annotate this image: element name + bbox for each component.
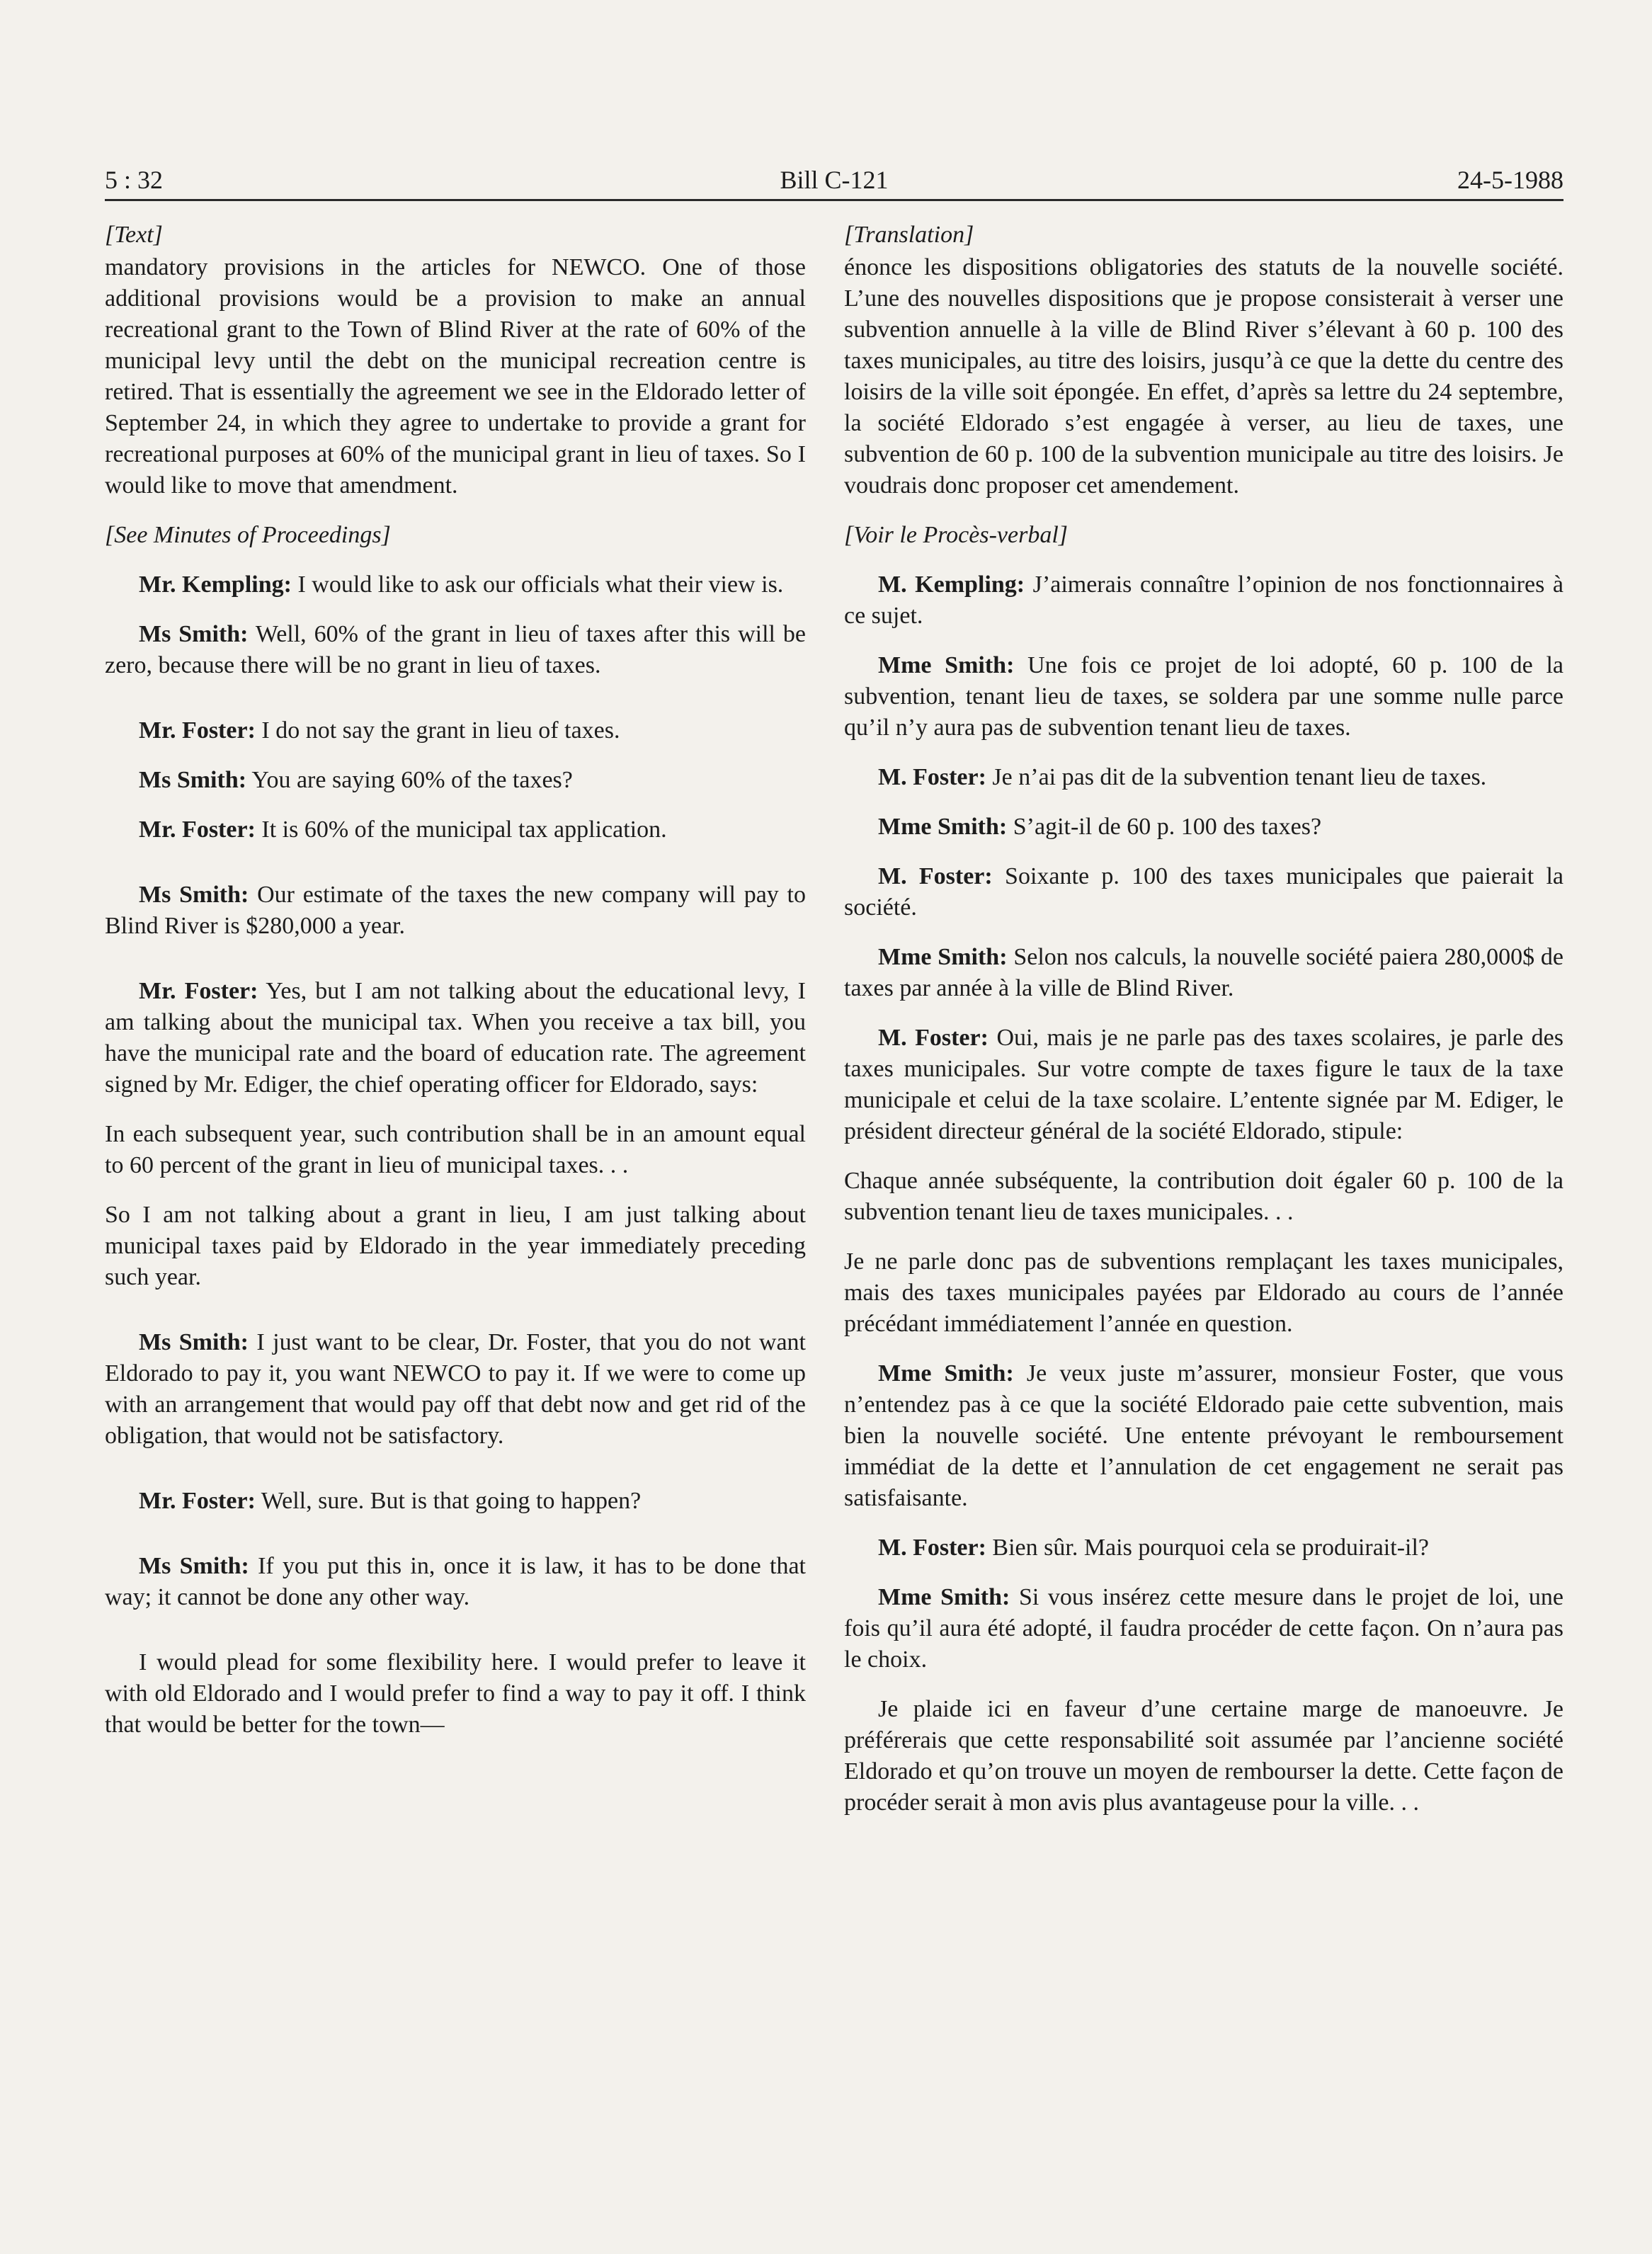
speech-kempling [844, 569, 1563, 632]
paragraph: Je plaide ici en faveur d’une certaine marge de manoeuvre. Je préférerais que cette responsabilité soit assumée par l’ancienne société Eldorado et qu’on trouve un moyen de rembourser la dette. Cette façon de procéder serait à mon avis plus avantageuse pour la ville. . . [844, 1696, 1563, 1816]
speaker-name: M. Foster: [878, 1535, 986, 1561]
speech-smith [844, 650, 1563, 744]
paragraph: mandatory provisions in the articles for NEWCO. One of those additional provisions would be a provision to make an annual recreational grant to the Town of Blind River at the rate of 60% of the municipal levy until the debt on the municipal recreation centre is retired. That is essentially the agreement we see in the Eldorado letter of September 24, in which they agree to undertake to provide a grant for recreational purposes at 60% of the municipal grant in lieu of taxes. So I would like to move that amendment. [105, 254, 806, 499]
speech-kempling [105, 569, 806, 601]
paragraph: énonce les dispositions obligatories des statuts de la nouvelle société. L’une des nouvelles dispositions que je propose consisterait à verser une subvention annuelle à la ville de Blind River s’élevant à 60 p. 100 des taxes municipales, au titre des loisirs, jusqu’à ce que la dette du centre des loisirs de la ville soit épongée. En effet, d’après sa lettre du 24 septembre, la société Eldorado s’est engagée à verser, au lieu de taxes, une subvention de 60 p. 100 de la subvention municipale au titre des loisirs. Je voudrais donc proposer cet amendement. [844, 254, 1563, 499]
bill-title: Bill C-121 [780, 166, 889, 194]
speech-smith [105, 765, 806, 796]
speech-smith [105, 1327, 806, 1452]
speech-text: I would like to ask our officials what their view is. [297, 571, 784, 598]
speaker-name: M. Foster: [878, 764, 986, 790]
speech-text: J’aimerais connaître l’opinion de nos fonctionnaires à ce sujet. [844, 571, 1563, 629]
speaker-name: Ms Smith: [139, 1553, 249, 1579]
speech-foster [844, 1532, 1563, 1564]
speech-foster [105, 814, 806, 846]
speech-foster [105, 715, 806, 746]
minutes-reference: [Voir le Procès-verbal] [844, 522, 1069, 548]
speaker-name: Mme Smith: [878, 944, 1008, 970]
speech-foster [844, 1023, 1563, 1147]
speech-text: It is 60% of the municipal tax application. [261, 816, 667, 843]
speaker-name: Mme Smith: [878, 1360, 1014, 1387]
speech-foster [844, 762, 1563, 793]
speech-foster [105, 1486, 806, 1517]
speech-smith [844, 1358, 1563, 1514]
speech-text: Oui, mais je ne parle pas des taxes scolaires, je parle des taxes municipales. Sur votre compte de taxes figure le taux de la taxe municipale et celui de la taxe scolaire. L’entente signée par M. Ediger, le président directeur général de la société Eldorado, stipule: [844, 1025, 1564, 1144]
speech-text: Yes, but I am not talking about the educational levy, I am talking about the municipal tax. When you receive a tax bill, you have the municipal rate and the board of education rate. The agreement signed by Mr. Ediger, the chief operating officer for Eldorado, says: [105, 978, 806, 1098]
speech-smith [844, 812, 1563, 843]
quotation: In each subsequent year, such contribution shall be in an amount equal to 60 percent of the grant in lieu of municipal taxes. . . [105, 1121, 806, 1178]
speech-foster [844, 861, 1563, 923]
quotation: Chaque année subséquente, la contribution doit égaler 60 p. 100 de la subvention tenant lieu de taxes municipales. . . [844, 1168, 1563, 1225]
paragraph: So I am not talking about a grant in lieu, I am just talking about municipal taxes paid by Eldorado in the year immediately preceding such year. [105, 1202, 806, 1290]
speech-text: Je n’ai pas dit de la subvention tenant lieu de taxes. [992, 764, 1487, 790]
speaker-name: Mme Smith: [878, 652, 1015, 678]
speaker-name: Mr. Foster: [139, 816, 256, 843]
speech-smith [105, 880, 806, 942]
english-column [105, 220, 806, 1759]
header-date: 24-5-1988 [1457, 166, 1563, 194]
speech-text: Well, 60% of the grant in lieu of taxes after this will be zero, because there will be no grant in lieu of taxes. [105, 621, 806, 678]
speaker-name: Mme Smith: [878, 814, 1008, 840]
speech-foster [105, 976, 806, 1100]
speech-text: Soixante p. 100 des taxes municipales que paierait la société. [844, 863, 1564, 921]
speech-text: Une fois ce projet de loi adopté, 60 p. 100 de la subvention, tenant lieu de taxes, se soldera par une somme nulle parce qu’il n’y aura pas de subvention tenant lieu de taxes. [844, 652, 1563, 741]
speech-text: S’agit-il de 60 p. 100 des taxes? [1013, 814, 1322, 840]
paragraph: Je ne parle donc pas de subventions remplaçant les taxes municipales, mais des taxes municipales payées par Eldorado au cours de l’année précédant immédiatement l’année en question. [844, 1248, 1563, 1337]
paragraph: I would plead for some flexibility here. I would prefer to leave it with old Eldorado and I would prefer to find a way to pay it off. I think that would be better for the town— [105, 1649, 806, 1738]
speech-text: Our estimate of the taxes the new company will pay to Blind River is $280,000 a year. [105, 882, 807, 939]
speaker-name: M. Kempling: [878, 571, 1025, 598]
speech-text: Je veux juste m’assurer, monsieur Foster, que vous n’entendez pas à ce que la société Eldorado paie cette subvention, mais bien la nouvelle société. Une entente prévoyant le remboursement immédiat de la dette et l’annulation de cet engagement ne serait pas satisfaisante. [844, 1360, 1563, 1511]
speaker-name: Mr. Kempling: [139, 571, 292, 598]
speech-smith [844, 942, 1563, 1004]
speech-text: Well, sure. But is that going to happen? [261, 1488, 642, 1514]
speaker-name: Ms Smith: [139, 1329, 249, 1355]
speech-text: You are saying 60% of the taxes? [251, 767, 573, 793]
speaker-name: Mr. Foster: [139, 1488, 256, 1514]
speaker-name: Mme Smith: [878, 1584, 1010, 1610]
speech-text: Selon nos calculs, la nouvelle société paiera 280,000$ de taxes par année à la ville de Blind River. [844, 944, 1563, 1001]
french-column [844, 220, 1563, 1837]
speaker-name: M. Foster: [878, 863, 993, 889]
speech-text: Bien sûr. Mais pourquoi cela se produirait-il? [992, 1535, 1430, 1561]
speech-text: I do not say the grant in lieu of taxes. [261, 717, 620, 744]
speech-text: I just want to be clear, Dr. Foster, that you do not want Eldorado to pay it, you want NEWCO to pay it. If we were to come up with an arrangement that would pay off that debt now and get rid of the obligation, that would not be satisfactory. [105, 1329, 806, 1449]
minutes-reference: [See Minutes of Proceedings] [105, 522, 391, 548]
page-number: 5 : 32 [105, 166, 164, 194]
translation-tag: [Translation] [844, 222, 974, 248]
speaker-name: Mr. Foster: [139, 978, 258, 1004]
speaker-name: Mr. Foster: [139, 717, 256, 744]
speaker-name: Ms Smith: [139, 882, 249, 908]
speech-smith [844, 1582, 1563, 1675]
speaker-name: M. Foster: [878, 1025, 989, 1051]
speech-smith [105, 619, 806, 681]
page-header [105, 159, 1563, 201]
speaker-name: Ms Smith: [139, 767, 247, 793]
speaker-name: Ms Smith: [139, 621, 249, 647]
speech-text: If you put this in, once it is law, it has to be done that way; it cannot be done any other way. [105, 1553, 807, 1610]
speech-smith [105, 1551, 806, 1613]
text-tag: [Text] [105, 222, 163, 248]
speech-text: Si vous insérez cette mesure dans le projet de loi, une fois qu’il aura été adopté, il faudra procéder de cette façon. On n’aura pas le choix. [844, 1584, 1563, 1673]
